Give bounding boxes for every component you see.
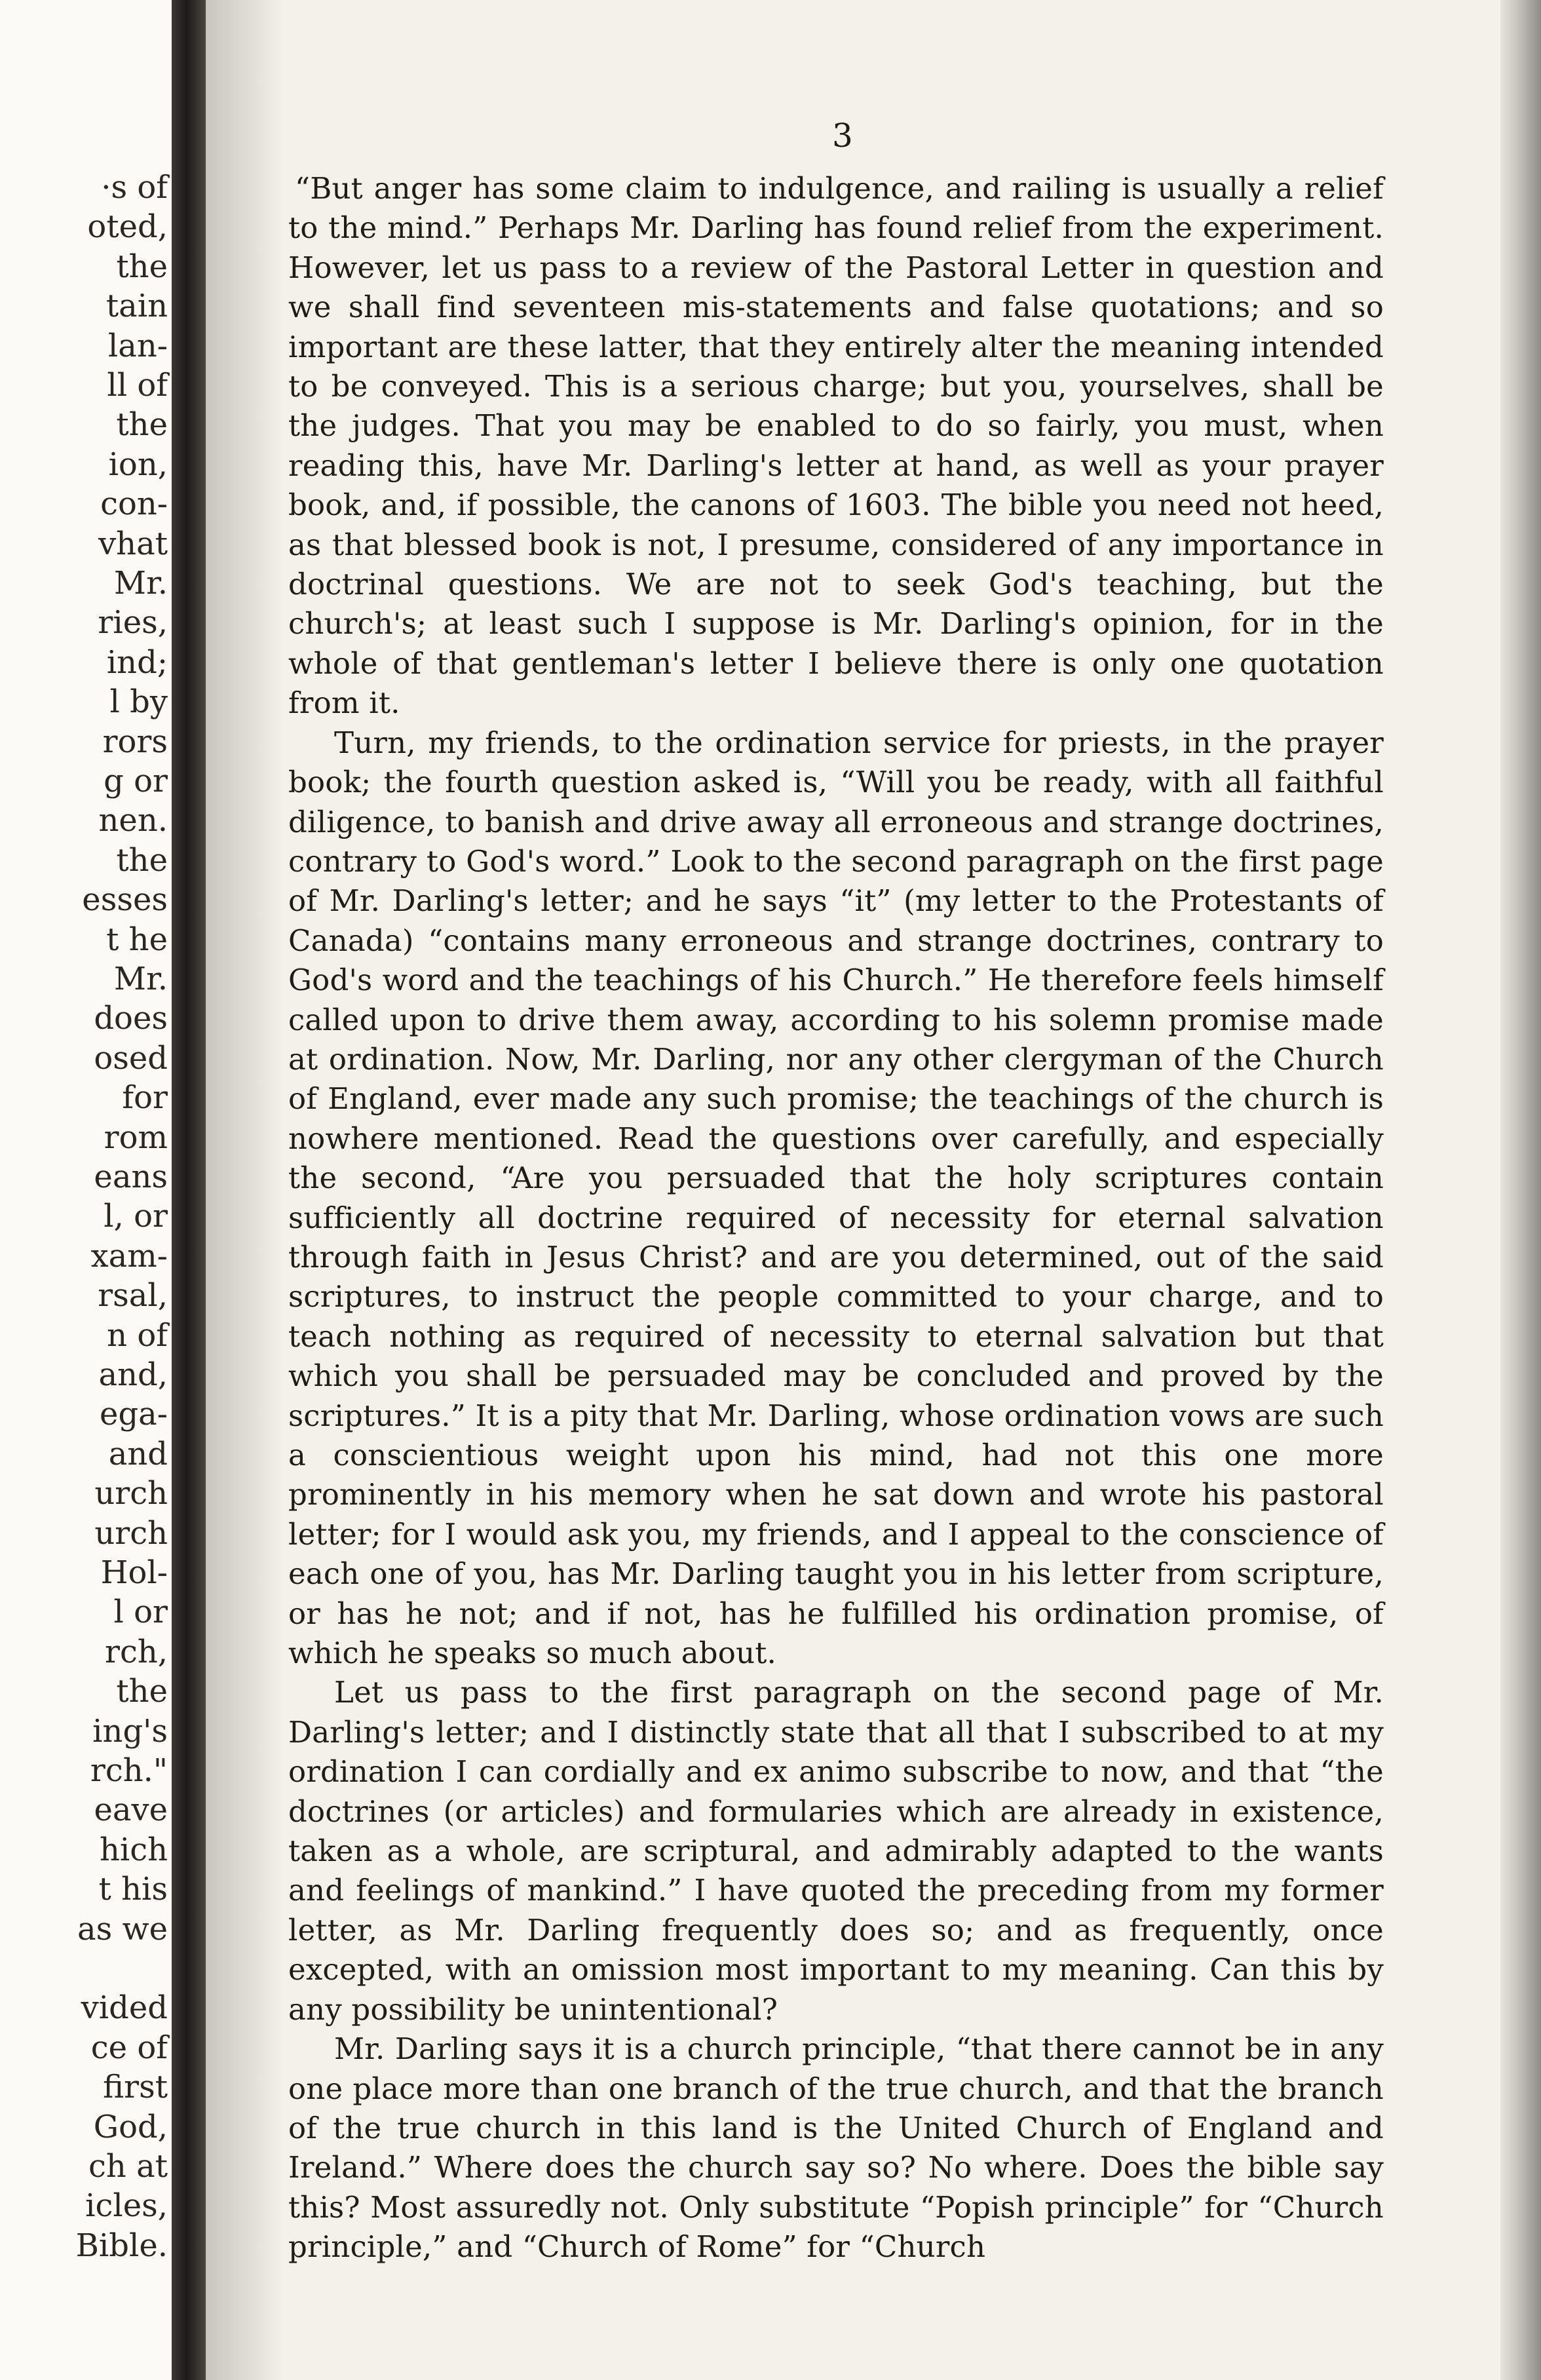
left-page-line: n of: [107, 1316, 168, 1354]
paragraph-4: Mr. Darling says it is a church principle, “that there cannot be in any one place more than one branch of the true church, and that the branch of the true church in this land is the United Church of England and Ireland.” Where does the church say so? No where. Does the bible say this? Most assuredly not. Only substitute “Popish principle” for “Church principle,” and “Church of Rome” for “Church: [288, 2031, 1384, 2265]
left-page-line: ·s of: [101, 169, 168, 206]
paragraph-1: “But anger has some claim to indulgence, and railing is usually a relief to the mind.” Perhaps Mr. Darling has found relief from the experiment. However, let us pass to a review of the Pastoral Letter in question and we shall find seventeen mis-statements and false quotations; and so important are these latter, that they entirely alter the meaning intended to be conveyed. This is a serious charge; but you, yourselves, shall be the judges. That you may be enabled to do so fairly, you must, when reading this, have Mr. Darling's letter at hand, as well as your prayer book, and, if possible, the canons of 1603. The bible you need not heed, as that blessed book is not, I presume, considered of any importance in doctrinal questions. We are not to seek God's teaching, but the church's; at least such I suppose is Mr. Darling's opinion, for in the whole of that gentleman's letter I believe there is only one quotation from it.: [288, 171, 1384, 721]
left-page-line: con-: [100, 486, 168, 523]
left-page-line: does: [94, 1000, 168, 1037]
left-page-line: and: [108, 1435, 168, 1472]
left-page-line: ing's: [92, 1712, 168, 1750]
left-page-line: ega-: [100, 1396, 168, 1433]
left-page-line: nen.: [98, 802, 168, 839]
left-page-line: rch,: [105, 1633, 168, 1670]
left-page-line: ll of: [107, 367, 168, 404]
left-page-line: l, or: [104, 1198, 168, 1235]
left-page-line: the: [116, 406, 168, 444]
left-page-line: ch at: [88, 2148, 168, 2185]
left-page-line: rch.": [90, 1752, 168, 1789]
left-page-line: ind;: [106, 643, 168, 681]
left-page-line: hich: [99, 1831, 168, 1868]
left-page-line: lan-: [107, 327, 168, 364]
facing-page-fragment: [0, 0, 172, 2380]
left-page-line: l by: [109, 683, 168, 721]
left-page-line: first: [103, 2069, 168, 2106]
left-page-line: rors: [102, 723, 168, 760]
left-page-line: tain: [105, 288, 168, 325]
left-page-line: vhat: [98, 525, 168, 562]
left-page-line: ries,: [98, 604, 168, 642]
left-page-line: oted,: [87, 208, 168, 246]
left-page-line: the: [116, 841, 168, 879]
left-page-line: rom: [104, 1119, 168, 1156]
left-page-line: l or: [113, 1594, 168, 1631]
paragraph-3: Let us pass to the first paragraph on the second page of Mr. Darling's letter; and I distinctly state that all that I subscribed to at my ordination I can cordially and ex animo subscribe to now, and that “the doctrines (or articles) and formularies which are already in existence, taken as a whole, are scriptural, and admirably adapted to the wants and feelings of mankind.” I have quoted the preceding from my former letter, as Mr. Darling frequently does so; and as frequently, once excepted, with an omission most important to my meaning. Can this by any possibility be unintentional?: [288, 1675, 1384, 2027]
left-page-line: the: [116, 248, 168, 285]
gutter-shadow: [206, 0, 284, 2380]
left-page-line: t he: [106, 921, 168, 958]
left-page-line: t his: [98, 1871, 168, 1908]
left-page-line: ion,: [108, 446, 168, 483]
left-page-line: God,: [93, 2108, 168, 2145]
left-page-line: xam-: [90, 1237, 168, 1275]
page-number: 3: [832, 117, 853, 155]
left-page-line: rsal,: [98, 1277, 168, 1315]
left-page-line: Mr.: [113, 565, 168, 602]
left-page-line: eave: [94, 1792, 168, 1829]
left-page-line: Mr.: [113, 961, 168, 997]
left-page-line: for: [122, 1079, 168, 1117]
left-page-line: ce of: [90, 2029, 168, 2066]
left-page-line: the: [116, 1673, 168, 1710]
left-page-line: icles,: [85, 2187, 168, 2225]
left-page-line: Hol-: [100, 1554, 168, 1591]
paragraph-2: Turn, my friends, to the ordination service for priests, in the prayer book; the fourth question asked is, “Will you be ready, with all faithful diligence, to banish and drive away all erroneous and strange doctrines, contrary to God's word.” Look to the second paragraph on the first page of Mr. Darling's letter; and he says “it” (my letter to the Protestants of Canada) “contains many erroneous and strange doctrines, contrary to God's word and the teachings of his Church.” He therefore feels himself called upon to drive them away, according to his solemn promise made at ordination. Now, Mr. Darling, nor any other clergyman of the Church of England, ever made any such promise; the teachings of the church is nowhere mentioned. Read the questions over carefully, and especially the second, “Are you persuaded that the holy scriptures contain sufficiently all doctrine required of necessity for eternal salvation through faith in Jesus Christ? and are you determined, out of the said scriptures, to instruct the people committed to your charge, and to teach nothing as required of necessity to eternal salvation but that which you shall be persuaded may be concluded and proved by the scriptures.” It is a pity that Mr. Darling, whose ordination vows are such a conscientious weight upon his mind, had not this one more prominently in his memory when he sat down and wrote his pastoral letter; for I would ask you, my friends, and I appeal to the conscience of each one of you, has Mr. Darling taught you in his letter from scripture, or has he not; and if not, has he fulfilled his ordination promise, of which he speaks so much about.: [288, 725, 1384, 1671]
left-page-line: g or: [104, 763, 168, 799]
left-page-line: urch: [94, 1475, 168, 1512]
page-edge: [1500, 0, 1541, 2380]
left-page-line: esses: [82, 881, 168, 919]
left-page-line: urch: [94, 1514, 168, 1552]
binding-gutter: [172, 0, 206, 2380]
left-page-line: Bible.: [75, 2227, 168, 2264]
left-page-line: eans: [94, 1159, 168, 1195]
body-text: [288, 169, 1384, 2267]
left-page-line: and,: [98, 1356, 168, 1393]
left-page-line: as we: [77, 1910, 168, 1948]
left-page-line: vided: [81, 1989, 168, 2027]
left-page-line: osed: [94, 1039, 168, 1077]
